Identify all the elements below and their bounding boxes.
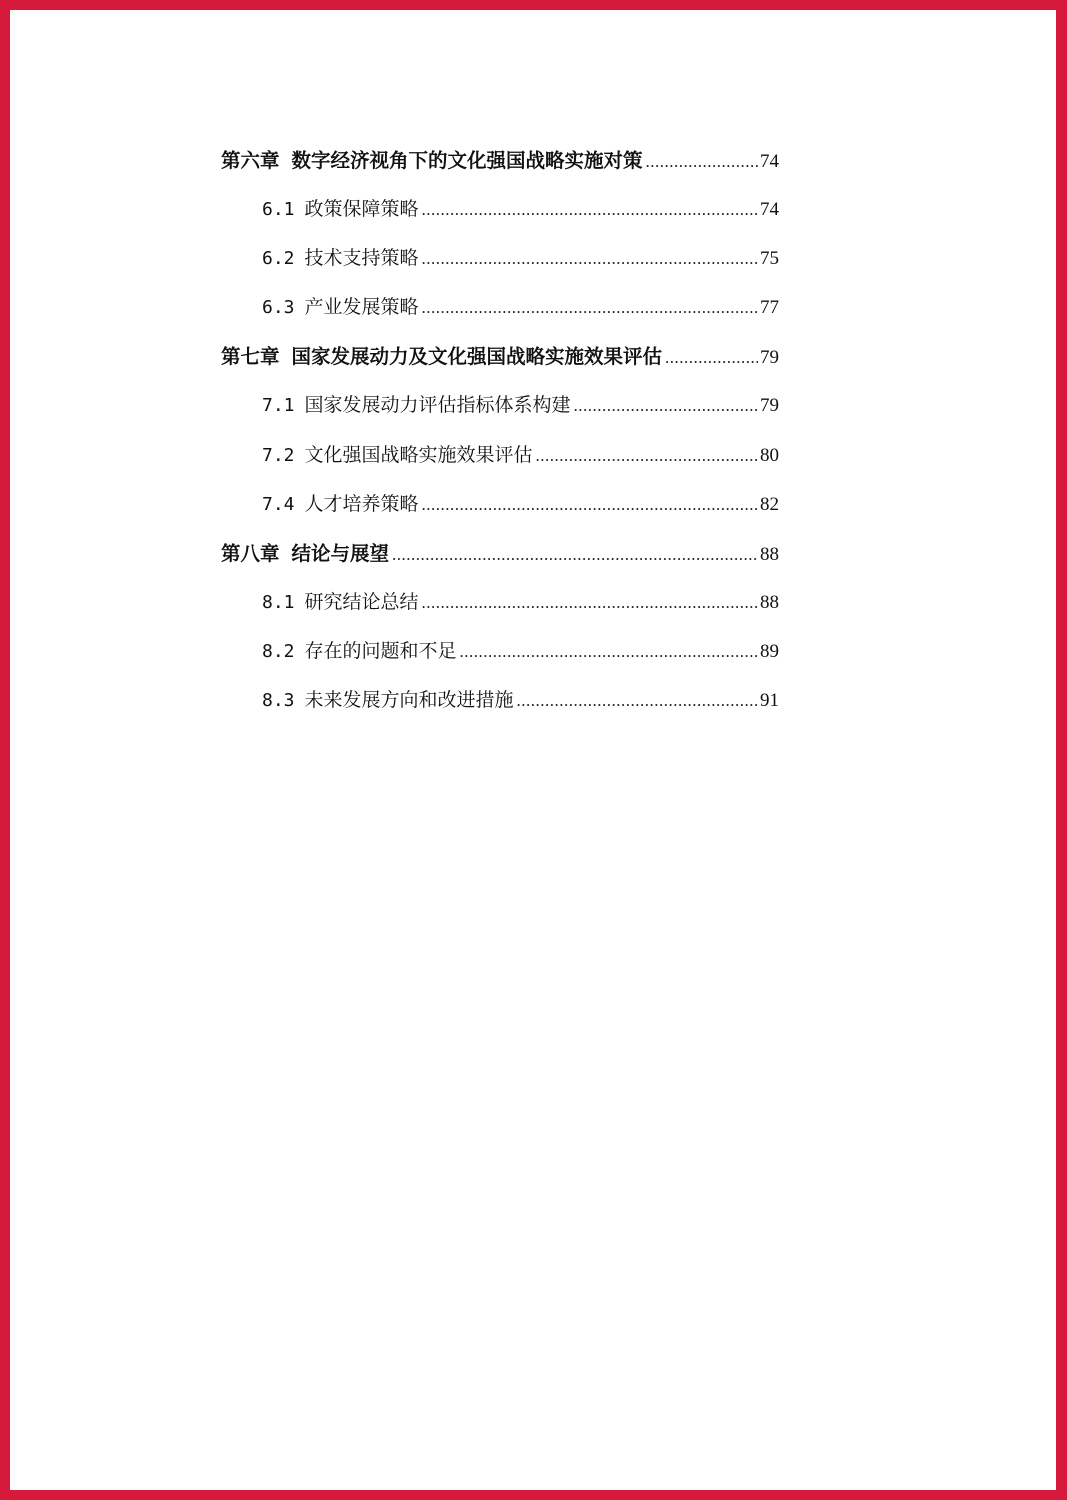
- toc-entry-number: 6.1: [262, 199, 295, 221]
- toc-dot-leader: [422, 593, 758, 613]
- toc-section-8-2[interactable]: [221, 636, 779, 685]
- toc-section-7-2[interactable]: [221, 440, 779, 489]
- toc-page-number: 89: [760, 640, 779, 662]
- toc-entry-title: 国家发展动力及文化强国战略实施效果评估: [291, 345, 663, 369]
- toc-dot-leader: [422, 298, 758, 318]
- toc-page-number: 79: [760, 347, 779, 369]
- toc-section-8-1[interactable]: [221, 587, 779, 636]
- toc-entry-title: 文化强国战略实施效果评估: [304, 443, 533, 466]
- toc-entry-title: 未来发展方向和改进措施: [304, 689, 514, 712]
- toc-entry-number: 6.3: [262, 297, 295, 319]
- toc-section-6-3[interactable]: [221, 292, 779, 341]
- toc-entry-title: 产业发展策略: [304, 296, 419, 319]
- toc-page-number: 77: [760, 297, 779, 319]
- toc-entry-title: 国家发展动力评估指标体系构建: [304, 394, 571, 417]
- toc-entry-number: 8.2: [262, 640, 295, 662]
- toc-entry-title: 技术支持策略: [304, 247, 419, 270]
- toc-entry-number: 7.2: [262, 444, 295, 466]
- toc-page-number: 80: [760, 444, 779, 466]
- toc-dot-leader: [517, 691, 758, 711]
- toc-page-number: 88: [760, 543, 779, 565]
- toc-chapter-7[interactable]: [221, 341, 779, 390]
- toc-entry-title: 存在的问题和不足: [304, 639, 457, 662]
- toc-dot-leader: [422, 200, 758, 220]
- toc-section-8-3[interactable]: [221, 685, 779, 734]
- toc-section-6-2[interactable]: [221, 243, 779, 292]
- toc-dot-leader: [422, 249, 758, 269]
- toc-entry-title: 数字经济视角下的文化强国战略实施对策: [291, 149, 643, 172]
- toc-page-number: 82: [760, 493, 779, 515]
- toc-section-6-1[interactable]: [221, 194, 779, 243]
- toc-dot-leader: [392, 545, 758, 565]
- toc-section-7-4[interactable]: [221, 489, 779, 538]
- table-of-contents: [221, 145, 779, 734]
- toc-entry-number: 8.3: [262, 690, 295, 712]
- toc-entry-number: 7.1: [262, 395, 295, 417]
- toc-entry-number: 7.4: [262, 493, 295, 515]
- toc-entry-title: 政策保障策略: [304, 198, 419, 221]
- toc-dot-leader: [422, 495, 758, 515]
- toc-dot-leader: [646, 152, 758, 172]
- toc-dot-leader: [536, 446, 758, 466]
- toc-entry-title: 人才培养策略: [304, 492, 419, 515]
- toc-entry-number: 第七章: [221, 345, 280, 369]
- toc-dot-leader: [460, 642, 758, 662]
- toc-page-number: 88: [760, 591, 779, 613]
- toc-section-7-1[interactable]: [221, 390, 779, 439]
- toc-page-number: 91: [760, 690, 779, 712]
- toc-chapter-6[interactable]: [221, 145, 779, 194]
- toc-page-number: 79: [760, 395, 779, 417]
- toc-entry-number: 第八章: [221, 541, 280, 565]
- toc-page-number: 74: [760, 199, 779, 221]
- toc-entry-title: 研究结论总结: [304, 590, 419, 613]
- toc-chapter-8[interactable]: [221, 538, 779, 587]
- toc-page-number: 75: [760, 248, 779, 270]
- toc-page-number: 74: [760, 151, 779, 172]
- toc-entry-title: 结论与展望: [291, 541, 390, 565]
- toc-dot-leader: [665, 348, 758, 368]
- toc-dot-leader: [574, 396, 758, 416]
- toc-entry-number: 8.1: [262, 591, 295, 613]
- toc-entry-number: 第六章: [221, 149, 280, 172]
- toc-entry-number: 6.2: [262, 248, 295, 270]
